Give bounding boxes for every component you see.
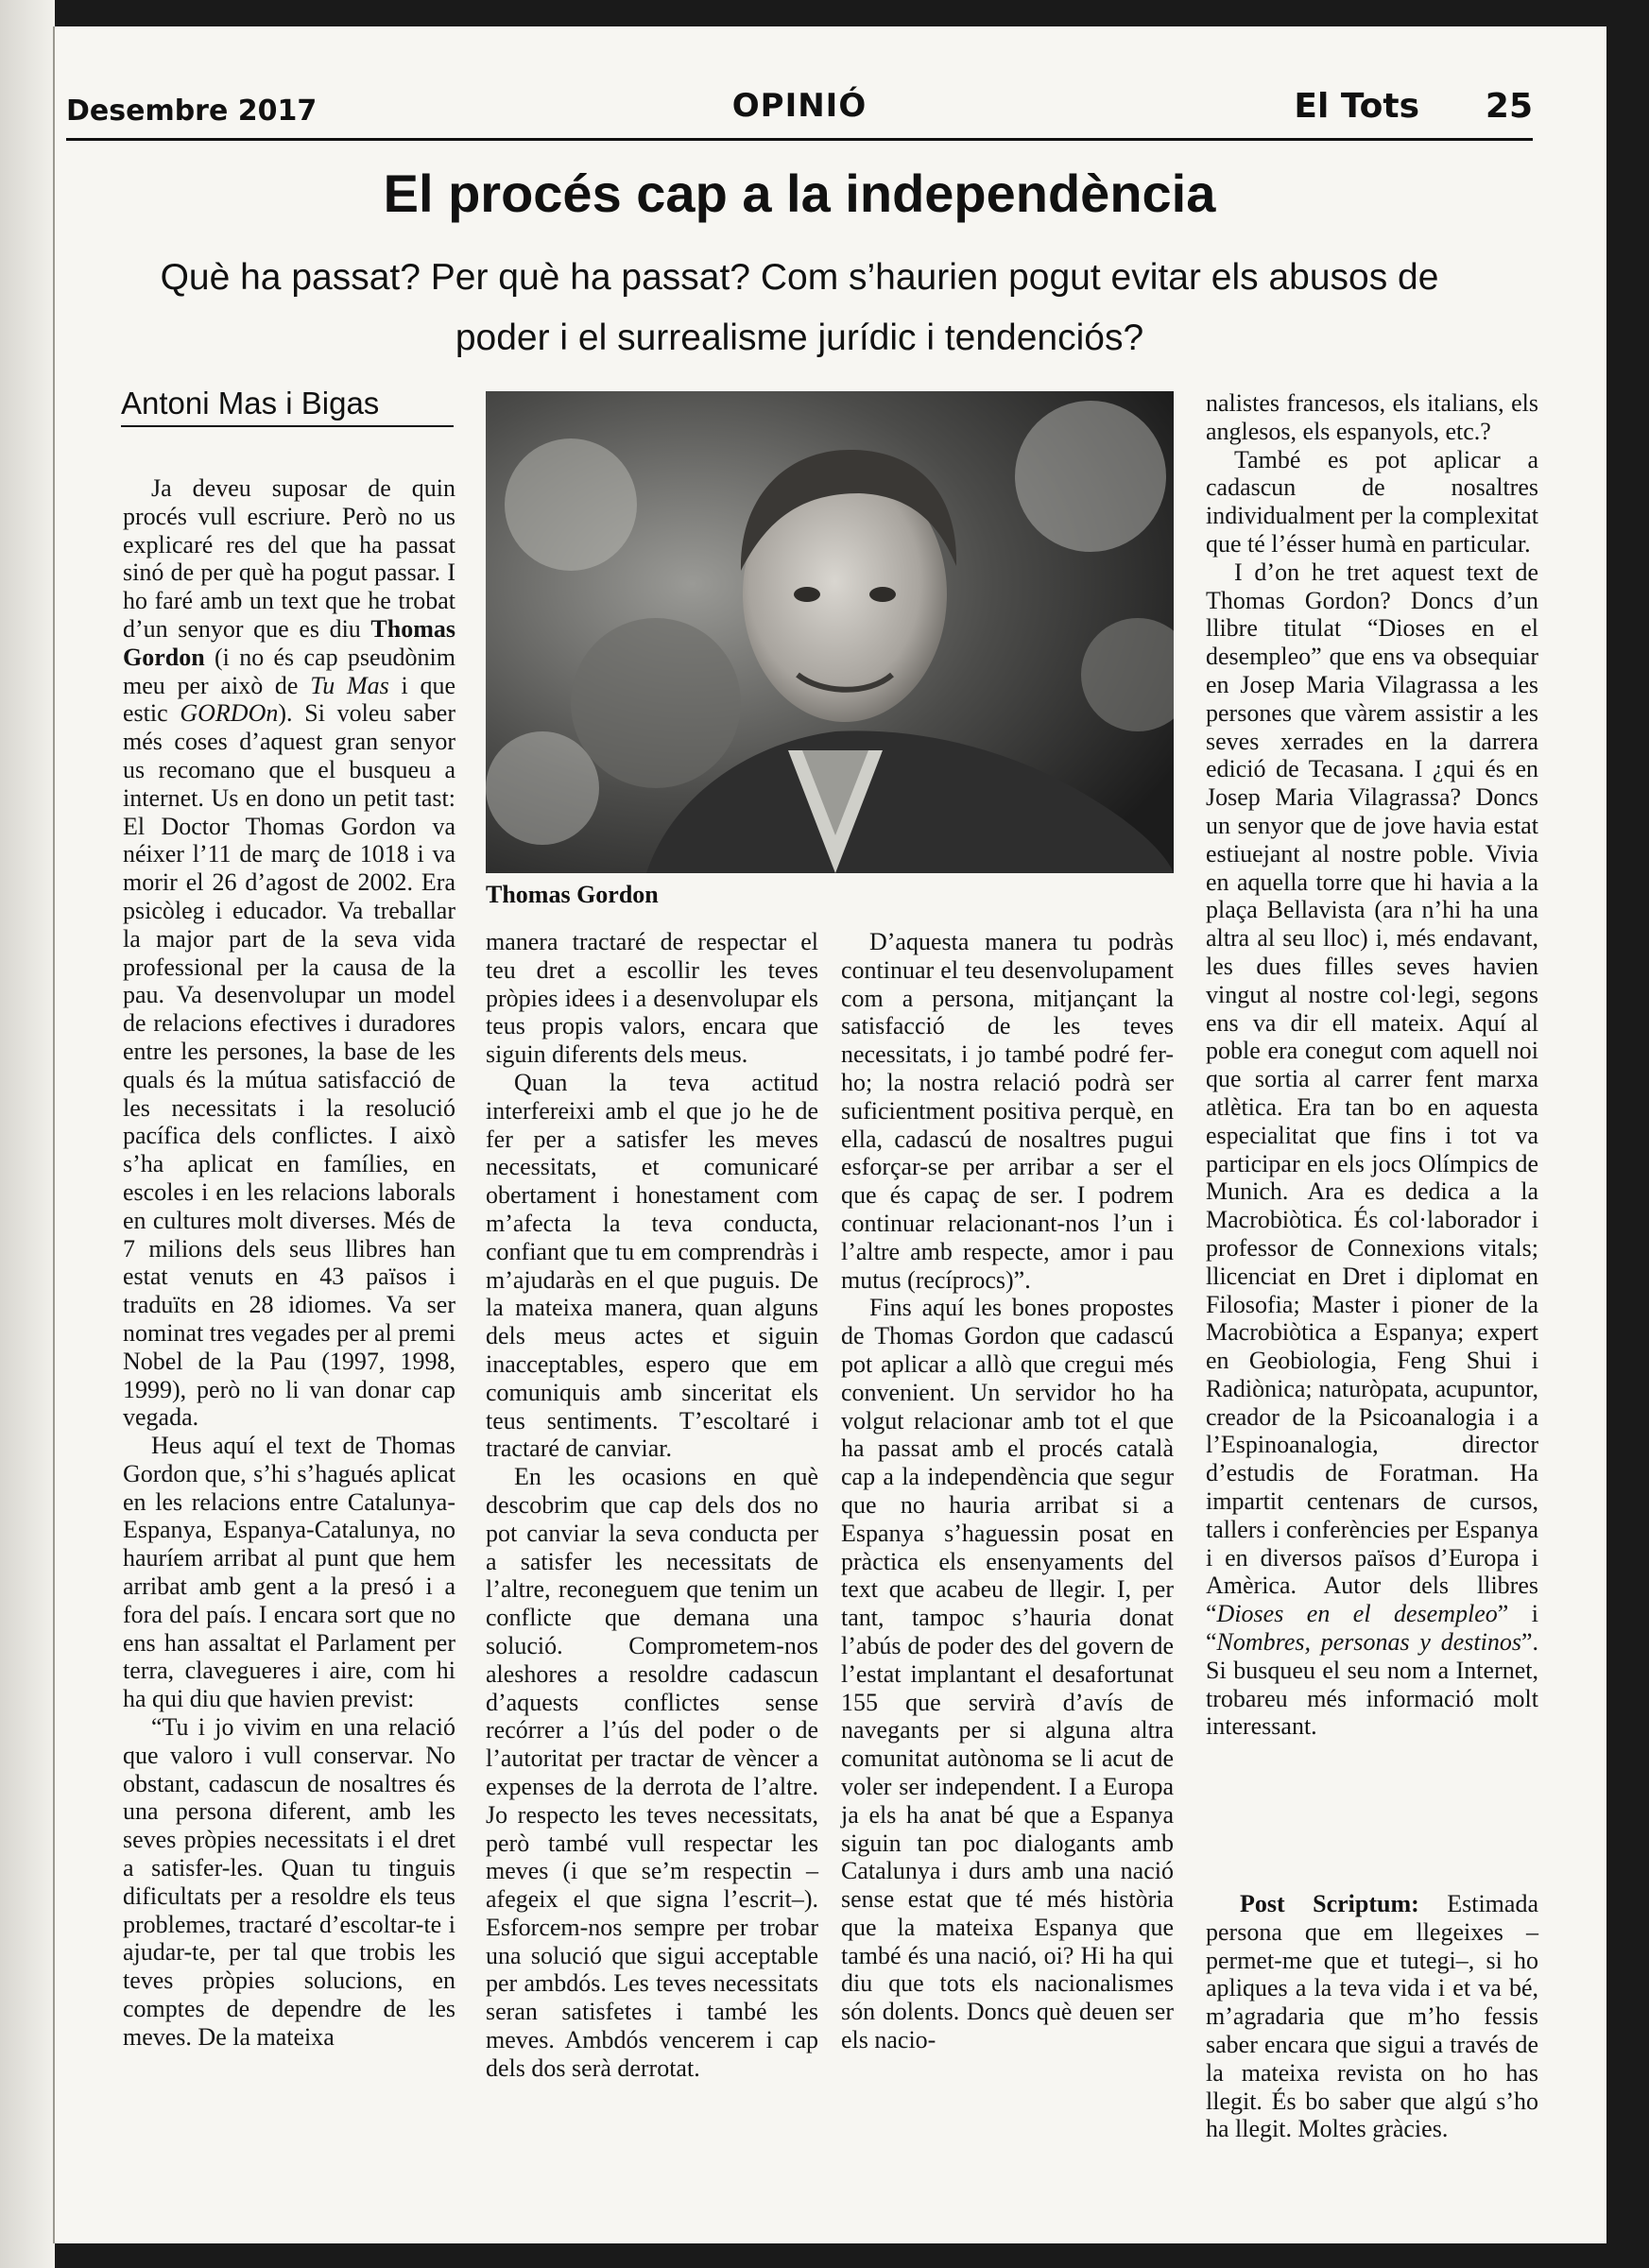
- paragraph: Heus aquí el text de Thomas Gordon que, s’hi s’hagués aplicat en les relacions entre Catalunya-Espanya, Espanya-Catalunya, no hauríem arribat al punt que hem arribat amb gent a la presó i a fora del país. I encara sort que no ens han assaltat el Parlament per terra, clavegueres i aire, com hi ha qui diu que havien previst:: [123, 1432, 455, 1713]
- portrait-image: [486, 391, 1174, 873]
- photo-caption: Thomas Gordon: [486, 881, 659, 908]
- page-header: [66, 59, 1533, 141]
- author-byline: Antoni Mas i Bigas: [121, 386, 454, 427]
- page-number: 25: [1485, 87, 1533, 126]
- postscript: [1206, 1890, 1538, 2143]
- paragraph: I d’on he tret aquest text de Thomas Gordon? Doncs d’un llibre titulat “Dioses en el desempleo” que ens va obsequiar en Josep Maria Vilagrassa a les persones que vàrem assistir a les seves xerrades en la darrera edició de Tecasana. I ¿qui és en Josep Maria Vilagrassa? Doncs un senyor que de jove havia estat estiuejant al nostre poble. Vivia en aquella torre que hi havia a la plaça Bellavista (ara n’hi ha una altra al seu lloc) i, més endavant, les dues filles seves havien vingut al nostre col·legi, segons ens va dir ell mateix. Aquí al poble era conegut com aquell noi que sortia al carrer fent marxa atlètica. Era tan bo en aquesta especialitat que fins i tot va participar en els jocs Olímpics de Munich. Ara es dedica a la Macrobiòtica. És col·laborador i professor de Connexions vitals; llicenciat en Dret i diplomat en Filosofia; Master i pioner de la Macrobiòtica a Espanya; expert en Geobiologia, Feng Shui i Radiònica; naturòpata, acupuntor, creador de la Psicoanalogia i a l’Espinoanalogia, director d’estudis de Foratman. Ha impartit centenars de cursos, tallers i conferències per Espanya i en diversos països d’Europa i Amèrica. Autor dels llibres “Dioses en el desempleo” i “Nombres, personas y destinos”. Si busqueu el seu nom a Internet, trobareu més informació molt interessant.: [1206, 558, 1538, 1741]
- paragraph: Fins aquí les bones propostes de Thomas Gordon que cadascú pot aplicar a allò que cregui més convenient. Un servidor ho ha volgut relacionar amb tot el que ha passat amb el procés català cap a la independència que segur que no hauria arribat si a Espanya s’haguessin posat en pràctica els ensenyaments del text que acabeu de llegir. I, per tant, tampoc s’hauria donat l’abús de poder des del govern de l’estat implantant el desafortunat 155 que servirà d’avís de navegants per si alguna altra comunitat autònoma se li acut de voler ser independent. I a Europa ja els ha anat bé que a Espanya siguin tan poc dialogants amb Catalunya i durs amb una nació sense estat que té més història que la mateixa Espanya que també és una nació, oi? Hi ha qui diu que tots els nacionalismes són dolents. Doncs què deuen ser els nacio-: [841, 1294, 1174, 2054]
- paragraph: Quan la teva actitud interfereixi amb el que jo he de fer per a satisfer les meves necessitats, et comunicaré obertament i honestament com m’afecta la teva conducta, confiant que tu em comprendràs i m’ajudaràs en el que puguis. De la mateixa manera, quan alguns dels meus actes et siguin inacceptables, espero que em comuniquis amb sinceritat els teus sentiments. T’escoltaré i tractaré de canviar.: [486, 1068, 818, 1463]
- article-column-4: [1206, 389, 1538, 1741]
- paragraph: Ja deveu suposar de quin procés vull escriure. Però no us explicaré res del que ha passat sinó de per què ha pogut passar. I ho faré amb un text que he trobat d’un senyor que es diu Thomas Gordon (i no és cap pseudònim meu per això de Tu Mas i que estic GORDOn). Si voleu saber més coses d’aquest gran senyor us recomano que el busqueu a internet. Us en dono un petit tast: El Doctor Thomas Gordon va néixer l’11 de març de 1018 i va morir el 26 d’agost de 2002. Era psicòleg i educador. Va treballar la major part de la seva vida professional per la causa de la pau. Va desenvolupar un model de relacions efectives i duradores entre les persones, la base de les quals és la mútua satisfacció de les necessitats i la resolució pacífica dels conflictes. I això s’ha aplicat en famílies, en escoles i en les relacions laborals en cultures molt diverses. Més de 7 milions dels seus llibres han estat venuts en 43 països i traduïts en 28 idiomes. Va ser nominat tres vegades per al premi Nobel de la Pau (1997, 1998, 1999), però no li van donar cap vegada.: [123, 474, 456, 1432]
- paragraph: manera tractaré de respectar el teu dret a escollir les teves pròpies idees i a desenvolupar els teus propis valors, encara que siguin diferents dels meus.: [486, 928, 818, 1069]
- paragraph: D’aquesta manera tu podràs continuar el teu desenvolupament com a persona, mitjançant la satisfacció de les teves necessitats, i jo també podré fer-ho; la nostra relació podrà ser suficientment positiva perquè, en ella, cadascú de nosaltres pugui esforçar-se per arribar a ser el que és capaç de ser. I podrem continuar relacionant-nos l’un i l’altre amb respecte, amor i pau mutus (recíprocs)”.: [841, 928, 1174, 1294]
- paragraph: També es pot aplicar a cadascun de nosaltres individualment per la complexitat que té l’ésser humà en particular.: [1206, 445, 1538, 558]
- quote-paragraph: “Tu i jo vivim en una relació que valoro i vull conservar. No obstant, cadascun de nosaltres és una persona diferent, amb les seves pròpies necessitats i el dret a satisfer-les. Quan tu tinguis dificultats per a resoldre els teus problemes, tractaré d’escoltar-te i ajudar-te, per tal que trobis les teves pròpies solucions, en comptes de dependre de les meves. De la mateixa: [123, 1713, 455, 2051]
- book-title: Nombres, personas y destinos: [1216, 1628, 1521, 1657]
- article-column-3: [841, 928, 1174, 2054]
- name-emphasis: Thomas Gordon: [123, 614, 455, 671]
- postscript-label: Post Scriptum:: [1240, 1890, 1419, 1917]
- article-column-1: [123, 474, 455, 2052]
- publication-name: El Tots: [1294, 87, 1419, 126]
- article-column-2: [486, 928, 818, 2083]
- adjacent-page-edge: [0, 0, 55, 2268]
- section-name: OPINIÓ: [731, 87, 867, 125]
- paragraph: En les ocasions en què descobrim que cap dels dos no pot canviar la seva conducta per a satisfer les necessitats de l’altre, reconeguem que tenim un conflicte que demana una solució. Comprometem-nos aleshores a resoldre cadascun d’aquests conflictes sense recórrer a l’ús del poder o de l’autoritat per tractar de vèncer a expenses de la derrota de l’altre. Jo respecto les teves necessitats, però també vull respectar les meves (i que se’m respectin –afegeix el que signa l’escrit–). Esforcem-nos sempre per trobar una solució que sigui acceptable per ambdós. Les teves necessitats seran satisfetes i també les meves. Ambdós vencerem i cap dels dos serà derrotat.: [486, 1463, 818, 2082]
- author-portrait-photo: [486, 391, 1174, 873]
- issue-date: Desembre 2017: [66, 94, 318, 128]
- article-subtitle: Què ha passat? Per què ha passat? Com s’haurien pogut evitar els abusos de poder i el surrealisme jurídic i tendenciós?: [160, 257, 1439, 358]
- book-title: Dioses en el desempleo: [1216, 1600, 1498, 1628]
- postscript-paragraph: Post Scriptum: Estimada persona que em llegeixes –permet-me que et tutegi–, si ho apliques a la teva vida i et va bé, m’agradaria que m’ho fessis saber encara que sigui a través de la mateixa revista on ho has llegit. És bo saber que algú s’ho ha llegit. Moltes gràcies.: [1206, 1890, 1538, 2143]
- article-title: El procés cap a la independència: [383, 163, 1216, 223]
- paragraph: nalistes francesos, els italians, els anglesos, els espanyols, etc.?: [1206, 389, 1538, 445]
